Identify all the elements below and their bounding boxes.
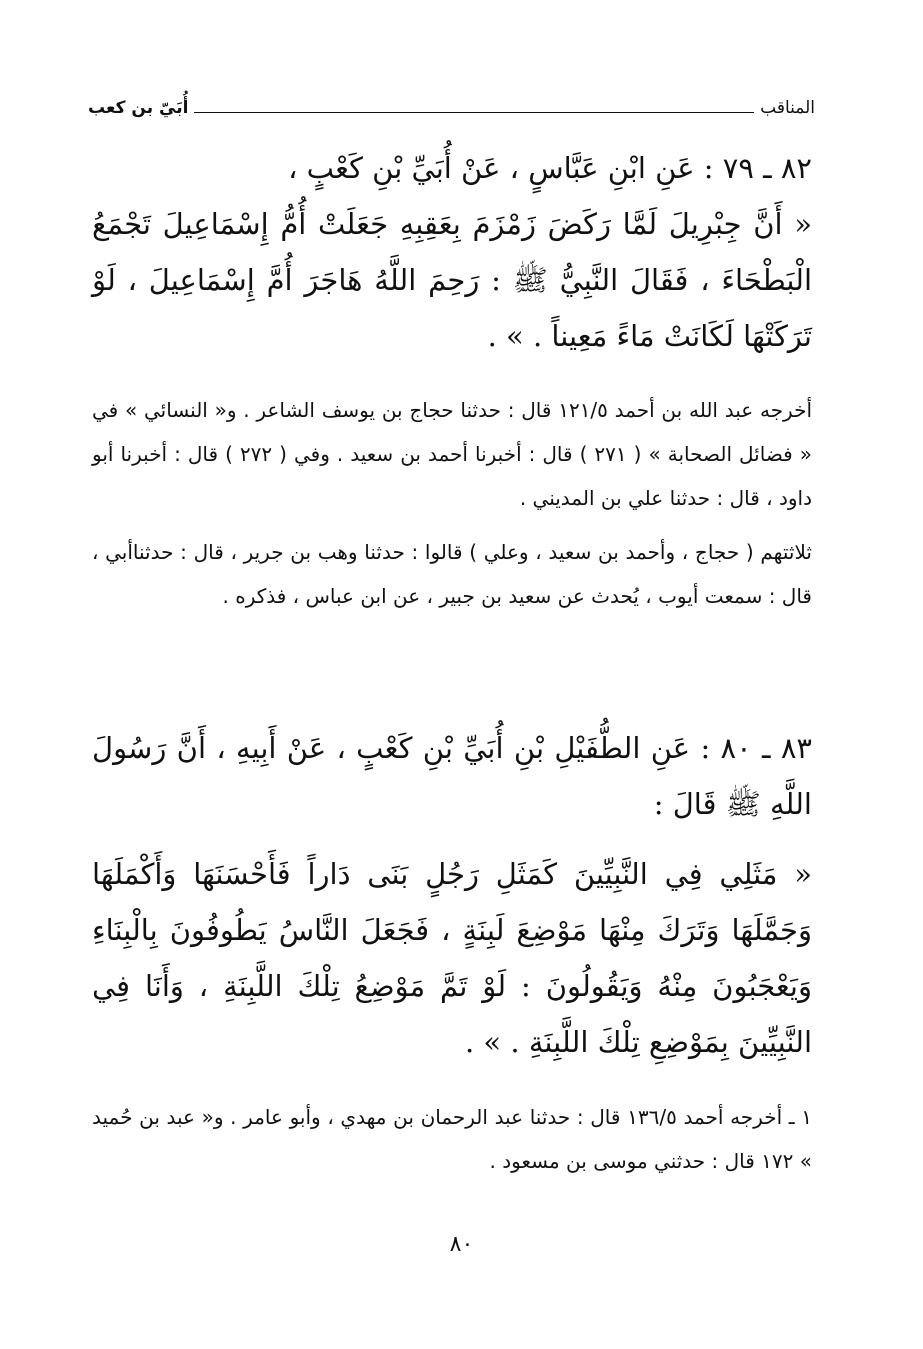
hadith-83 (92, 720, 812, 1070)
header-book-title: أُبَيّ بن كعب (88, 98, 189, 118)
header-section-title: المناقب (760, 98, 815, 118)
hadith-83-heading: ٨٣ ـ ٨٠ : عَنِ الطُّفَيْلِ بْنِ أُبَيِّ بْنِ كَعْبٍ ، عَنْ أَبِيهِ ، أَنَّ رَسُولَ اللَّهِ ﷺ قَالَ : (92, 731, 813, 821)
page-number: ٨٠ (449, 1232, 474, 1257)
hadith-82-source-note (92, 388, 812, 618)
hadith-82 (92, 140, 812, 364)
hadith-82-text: « أَنَّ جِبْرِيلَ لَمَّا رَكَضَ زَمْزَمَ بِعَقِبِهِ جَعَلَتْ أُمُّ إِسْمَاعِيلَ تَجْمَعُ الْبَطْحَاءَ ، فَقَالَ النَّبِيُّ ﷺ : رَحِمَ اللَّهُ هَاجَرَ أُمَّ إِسْمَاعِيلَ ، لَوْ تَرَكَتْهَا لَكَانَتْ مَاءً مَعِيناً . » . (92, 207, 812, 353)
running-header (88, 84, 815, 118)
note-83-paragraph-1: ١ ـ أخرجه أحمد ١٣٦/٥ قال : حدثنا عبد الرحمان بن مهدي ، وأبو عامر . و« عبد بن حُميد » ١٧٢ قال : حدثني موسى بن مسعود . (92, 1105, 813, 1173)
note-82-paragraph-1: أخرجه عبد الله بن أحمد ١٢١/٥ قال : حدثنا حجاج بن يوسف الشاعر . و« النسائي » في « فضائل الصحابة » ( ٢٧١ ) قال : أخبرنا أحمد بن سعيد . وفي ( ٢٧٢ ) قال : أخبرنا أبو داود ، قال : حدثنا علي بن المديني . (92, 398, 813, 510)
hadith-83-source-note (92, 1095, 812, 1183)
note-82-paragraph-2: ثلاثتهم ( حجاج ، وأحمد بن سعيد ، وعلي ) قالوا : حدثنا وهب بن جرير ، قال : حدثناأبي ، قال : سمعت أيوب ، يُحدث عن سعيد بن جبير ، عن ابن عباس ، فذكره . (92, 540, 812, 608)
hadith-83-text: « مَثَلِي فِي النَّبِيِّينَ كَمَثَلِ رَجُلٍ بَنَى دَاراً فَأَحْسَنَهَا وَأَكْمَلَهَا وَجَمَّلَهَا وَتَرَكَ مِنْهَا مَوْضِعَ لَبِنَةٍ ، فَجَعَلَ النَّاسُ يَطُوفُونَ بِالْبِنَاءِ وَيَعْجَبُونَ مِنْهُ وَيَقُولُونَ : لَوْ تَمَّ مَوْضِعُ تِلْكَ اللَّبِنَةِ ، وَأَنَا فِي النَّبِيِّينَ بِمَوْضِعِ تِلْكَ اللَّبِنَةِ . » . (92, 857, 812, 1059)
header-rule (194, 112, 754, 113)
hadith-82-heading: ٨٢ ـ ٧٩ : عَنِ ابْنِ عَبَّاسٍ ، عَنْ أُبَيِّ بْنِ كَعْبٍ ، (288, 151, 812, 185)
